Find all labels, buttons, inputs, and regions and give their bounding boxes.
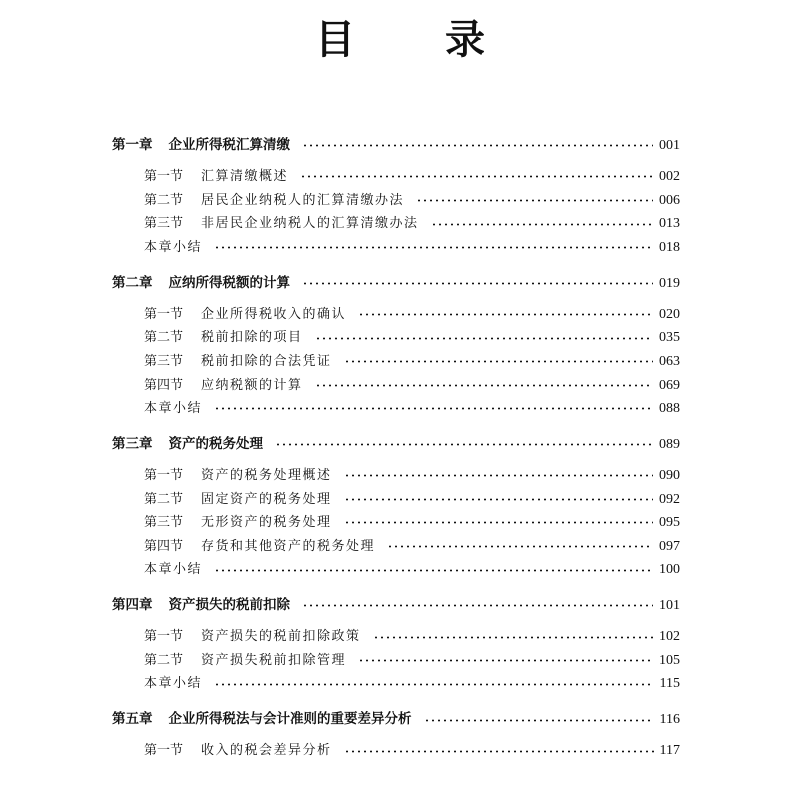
page-number: 001 bbox=[659, 138, 680, 153]
toc-section-row[interactable] bbox=[112, 625, 680, 649]
chapter-title: 企业所得税法与会计准则的重要差异分析 bbox=[168, 711, 412, 728]
page-number: 019 bbox=[659, 275, 680, 291]
page-number: 090 bbox=[659, 468, 680, 483]
dot-leader bbox=[302, 604, 653, 607]
section-label: 第三节 bbox=[144, 515, 184, 531]
page-number: 115 bbox=[659, 676, 680, 692]
page-number: 002 bbox=[659, 169, 680, 185]
page-number: 105 bbox=[659, 652, 680, 668]
dot-leader bbox=[302, 144, 653, 147]
page-number: 020 bbox=[659, 306, 680, 322]
toc-chapter-row[interactable] bbox=[112, 594, 680, 618]
toc-section-row[interactable] bbox=[112, 511, 680, 535]
section-title: 资产的税务处理概述 bbox=[201, 468, 332, 483]
dot-leader bbox=[302, 282, 653, 285]
section-title: 企业所得税收入的确认 bbox=[201, 306, 347, 322]
page-title: 目 录 bbox=[315, 16, 523, 63]
chapter-title: 应纳所得税额的计算 bbox=[168, 274, 290, 291]
page-number: 117 bbox=[659, 743, 680, 759]
toc-section-row[interactable] bbox=[112, 189, 680, 213]
page-number: 092 bbox=[659, 491, 680, 507]
section-title: 无形资产的税务处理 bbox=[201, 515, 332, 531]
dot-leader bbox=[344, 360, 653, 363]
dot-leader bbox=[344, 498, 653, 501]
page-number: 013 bbox=[659, 216, 680, 232]
page-number: 018 bbox=[659, 239, 680, 255]
toc-section-row[interactable] bbox=[112, 350, 680, 374]
dot-leader bbox=[275, 443, 653, 446]
section-title: 收入的税会差异分析 bbox=[201, 743, 332, 759]
toc-section-row[interactable] bbox=[112, 165, 680, 189]
dot-leader bbox=[214, 569, 653, 572]
toc-section-row[interactable] bbox=[112, 649, 680, 673]
section-title: 资产损失税前扣除管理 bbox=[201, 652, 347, 668]
dot-leader bbox=[315, 384, 653, 387]
chapter-label: 第二章 bbox=[112, 274, 153, 291]
dot-leader bbox=[300, 175, 653, 178]
section-label: 本章小结 bbox=[144, 562, 203, 578]
toc-section-row[interactable] bbox=[112, 212, 680, 236]
chapter-title: 资产损失的税前扣除 bbox=[168, 597, 290, 614]
toc-section-row[interactable] bbox=[112, 535, 680, 559]
section-label: 第一节 bbox=[144, 743, 184, 759]
section-title: 税前扣除的项目 bbox=[201, 330, 303, 346]
section-label: 第四节 bbox=[144, 377, 184, 393]
dot-leader bbox=[416, 199, 653, 202]
page-number: 069 bbox=[659, 377, 680, 393]
dot-leader bbox=[358, 659, 653, 662]
chapter-label: 第四章 bbox=[112, 597, 153, 614]
chapter-title: 企业所得税汇算清缴 bbox=[168, 137, 290, 153]
section-title: 存货和其他资产的税务处理 bbox=[201, 538, 376, 554]
toc-chapter-row[interactable] bbox=[112, 433, 680, 457]
page-number: 097 bbox=[659, 538, 680, 554]
toc-section-row[interactable] bbox=[112, 739, 680, 763]
section-label: 第四节 bbox=[144, 538, 184, 554]
page-number: 006 bbox=[659, 192, 680, 208]
section-title: 资产损失的税前扣除政策 bbox=[201, 629, 361, 645]
chapter-label: 第一章 bbox=[112, 137, 153, 153]
chapter-label: 第三章 bbox=[112, 435, 153, 452]
toc-chapter-row[interactable] bbox=[112, 272, 680, 296]
table-of-contents bbox=[112, 134, 680, 763]
toc-section-row[interactable] bbox=[112, 488, 680, 512]
section-title: 应纳税额的计算 bbox=[201, 377, 303, 393]
section-label: 第一节 bbox=[144, 629, 184, 645]
dot-leader bbox=[373, 636, 653, 639]
dot-leader bbox=[214, 407, 653, 410]
section-label: 第三节 bbox=[144, 216, 184, 232]
dot-leader bbox=[387, 545, 653, 548]
dot-leader bbox=[431, 223, 653, 226]
toc-chapter-row[interactable] bbox=[112, 134, 680, 158]
section-title: 固定资产的税务处理 bbox=[201, 491, 332, 507]
dot-leader bbox=[424, 719, 654, 722]
dot-leader bbox=[344, 521, 653, 524]
section-label: 第一节 bbox=[144, 169, 184, 185]
toc-section-row[interactable] bbox=[112, 326, 680, 350]
dot-leader bbox=[344, 750, 654, 753]
toc-summary-row[interactable] bbox=[112, 672, 680, 696]
page-number: 100 bbox=[659, 562, 680, 578]
section-title: 税前扣除的合法凭证 bbox=[201, 353, 332, 369]
page-number: 116 bbox=[659, 712, 680, 728]
section-title: 汇算清缴概述 bbox=[201, 169, 289, 185]
dot-leader bbox=[358, 313, 653, 316]
section-label: 本章小结 bbox=[144, 676, 203, 692]
section-label: 本章小结 bbox=[144, 239, 203, 255]
page-number: 063 bbox=[659, 353, 680, 369]
toc-summary-row[interactable] bbox=[112, 236, 680, 260]
dot-leader bbox=[214, 683, 654, 686]
page-number: 035 bbox=[659, 330, 680, 346]
page-number: 088 bbox=[659, 401, 680, 417]
page-number: 095 bbox=[659, 515, 680, 531]
dot-leader bbox=[315, 337, 653, 340]
section-label: 第三节 bbox=[144, 353, 184, 369]
section-label: 第一节 bbox=[144, 306, 184, 322]
toc-section-row[interactable] bbox=[112, 303, 680, 327]
section-label: 第二节 bbox=[144, 330, 184, 346]
chapter-label: 第五章 bbox=[112, 711, 153, 728]
section-label: 第二节 bbox=[144, 652, 184, 668]
page-number: 101 bbox=[659, 598, 680, 614]
section-title: 居民企业纳税人的汇算清缴办法 bbox=[201, 192, 405, 208]
dot-leader bbox=[344, 474, 653, 477]
chapter-title: 资产的税务处理 bbox=[168, 435, 263, 452]
section-label: 本章小结 bbox=[144, 401, 203, 417]
toc-section-row[interactable] bbox=[112, 374, 680, 398]
page-number: 089 bbox=[659, 436, 680, 452]
toc-summary-row[interactable] bbox=[112, 558, 680, 582]
toc-chapter-row[interactable] bbox=[112, 708, 680, 732]
section-label: 第二节 bbox=[144, 192, 184, 208]
toc-summary-row[interactable] bbox=[112, 397, 680, 421]
toc-section-row[interactable] bbox=[112, 464, 680, 488]
section-label: 第二节 bbox=[144, 491, 184, 507]
page-number: 102 bbox=[659, 629, 680, 645]
section-title: 非居民企业纳税人的汇算清缴办法 bbox=[201, 216, 419, 232]
dot-leader bbox=[214, 246, 653, 249]
section-label: 第一节 bbox=[144, 468, 184, 483]
